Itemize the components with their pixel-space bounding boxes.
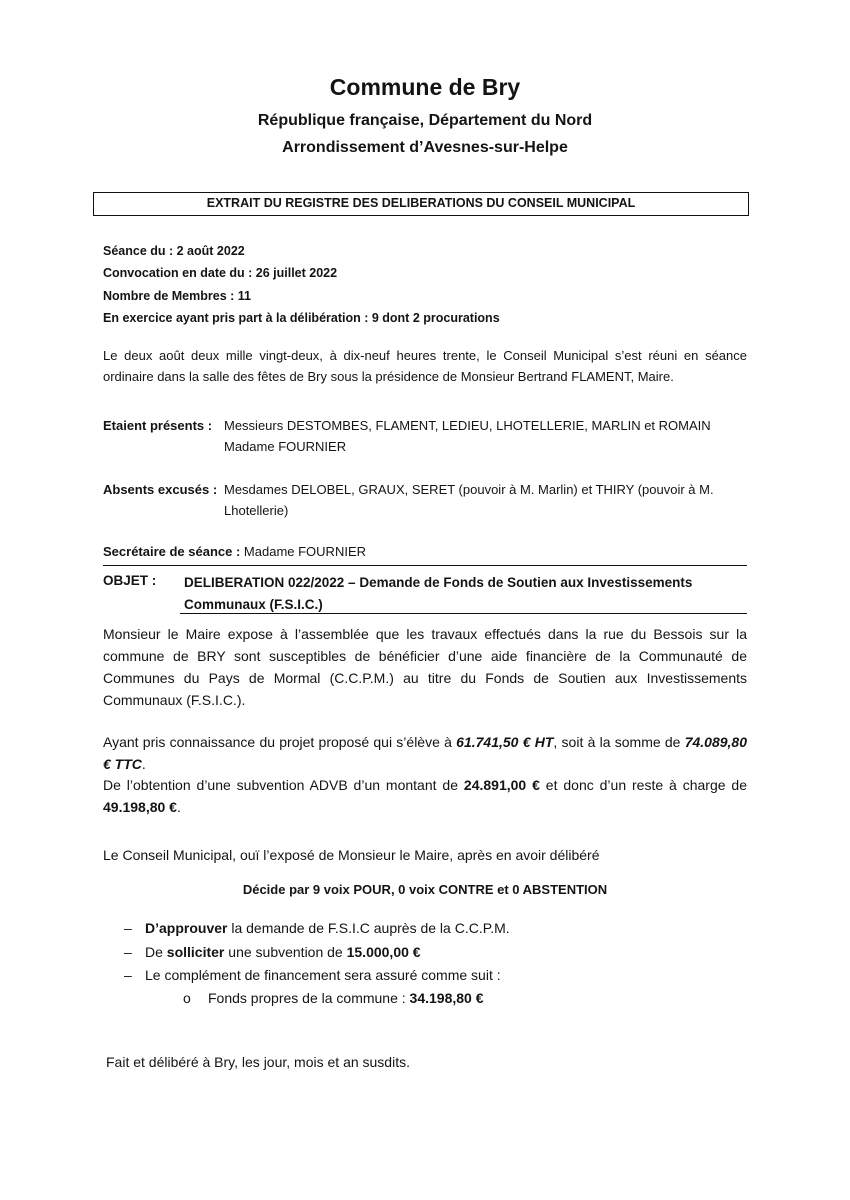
meta-exercice: En exercice ayant pris part à la délibération : 9 dont 2 procurations [103, 311, 500, 325]
decision-solicit-pre: De [145, 944, 167, 960]
projet-text-before: Ayant pris connaissance du projet proposé qui s’élève à [103, 734, 457, 750]
fonds-propres-amount: 34.198,80 € [409, 990, 484, 1006]
absents-line-1: Mesdames DELOBEL, GRAUX, SERET (pouvoir à M. Marlin) et THIRY (pouvoir à M. [224, 482, 714, 497]
fonds-propres-label: Fonds propres de la commune : [208, 990, 410, 1006]
fonds-propres-item [208, 990, 484, 1006]
dash-bullet-3: – [124, 967, 132, 983]
document-subtitle-republic: République française, Département du Nord [257, 112, 593, 129]
advb-text-middle: et donc d’un reste à charge de [539, 777, 747, 793]
advb-text-before: De l’obtention d’une subvention ADVB d’un montant de [103, 777, 464, 793]
meta-seance: Séance du : 2 août 2022 [103, 244, 245, 258]
conseil-paragraph: Le Conseil Municipal, ouï l’exposé de Monsieur le Maire, après en avoir délibéré [103, 847, 600, 863]
presents-value [224, 415, 744, 457]
decision-item-complement: Le complément de financement sera assuré comme suit : [145, 967, 501, 983]
secretary-value: Madame FOURNIER [240, 544, 367, 559]
document-title: Commune de Bry [329, 74, 521, 100]
presents-line-1: Messieurs DESTOMBES, FLAMENT, LEDIEU, LHOTELLERIE, MARLIN et ROMAIN [224, 418, 711, 433]
dash-bullet-2: – [124, 944, 132, 960]
dash-bullet-1: – [124, 920, 132, 936]
intro-paragraph: Le deux août deux mille vingt-deux, à dix-neuf heures trente, le Conseil Municipal s’est réuni en séance ordinaire dans la salle des fêtes de Bry sous la présidence de Monsieur Bertrand FLAMENT, Maire. [103, 348, 747, 384]
objet-line-1: DELIBERATION 022/2022 – Demande de Fonds de Soutien aux Investissements [184, 575, 693, 590]
decision-approve-text: la demande de F.S.I.C auprès de la C.C.P.M. [227, 920, 510, 936]
secretary-line [103, 544, 366, 559]
decision-approve-bold: D’approuver [145, 920, 228, 936]
meta-convocation: Convocation en date du : 26 juillet 2022 [103, 266, 338, 280]
advb-paragraph [103, 774, 747, 818]
amount-ht: 61.741,50 € HT [456, 734, 554, 750]
objet-top-rule [103, 565, 747, 566]
decision-solicit-mid: une subvention de [224, 944, 347, 960]
presents-label: Etaient présents : [103, 418, 213, 433]
amount-ttc: 74.089,80 € TTC [103, 734, 748, 772]
sub-bullet: o [183, 990, 191, 1006]
decision-solicit-bold: solliciter [166, 944, 225, 960]
presents-line-2: Madame FOURNIER [224, 439, 347, 454]
meta-membres: Nombre de Membres : 11 [103, 289, 251, 303]
absents-line-2: Lhotellerie) [224, 503, 289, 518]
decision-item-approve [145, 920, 510, 936]
register-extract-box: EXTRAIT DU REGISTRE DES DELIBERATIONS DU CONSEIL MUNICIPAL [93, 192, 749, 216]
objet-label: OBJET : [103, 573, 157, 588]
projet-paragraph [103, 731, 747, 775]
projet-text-middle: , soit à la somme de [553, 734, 685, 750]
reste-amount: 49.198,80 € [103, 799, 177, 815]
document-subtitle-arrondissement: Arrondissement d’Avesnes-sur-Helpe [282, 139, 568, 156]
advb-amount: 24.891,00 € [463, 777, 540, 793]
decision-item-solicit [145, 944, 421, 960]
objet-bottom-rule [180, 613, 747, 614]
expose-paragraph: Monsieur le Maire expose à l’assemblée que les travaux effectués dans la rue du Bessois sur la commune de BRY sont susceptibles de bénéficier d’une aide financière de la Communauté de Communes du Pays de Mormal (C.C.P.M.) au titre du Fonds de Soutien aux Investissements Communaux (F.S.I.C.). [103, 626, 747, 708]
closing-line: Fait et délibéré à Bry, les jour, mois et an susdits. [106, 1054, 410, 1070]
subvention-amount: 15.000,00 € [346, 944, 421, 960]
absents-label: Absents excusés : [103, 482, 218, 497]
objet-text [184, 572, 747, 616]
advb-text-end: . [176, 799, 181, 815]
objet-line-2: Communaux (F.S.I.C.) [184, 597, 323, 612]
projet-text-end: . [141, 756, 146, 772]
absents-value [224, 479, 744, 521]
secretary-label: Secrétaire de séance : [103, 544, 241, 559]
vote-result: Décide par 9 voix POUR, 0 voix CONTRE et 0 ABSTENTION [242, 882, 608, 897]
